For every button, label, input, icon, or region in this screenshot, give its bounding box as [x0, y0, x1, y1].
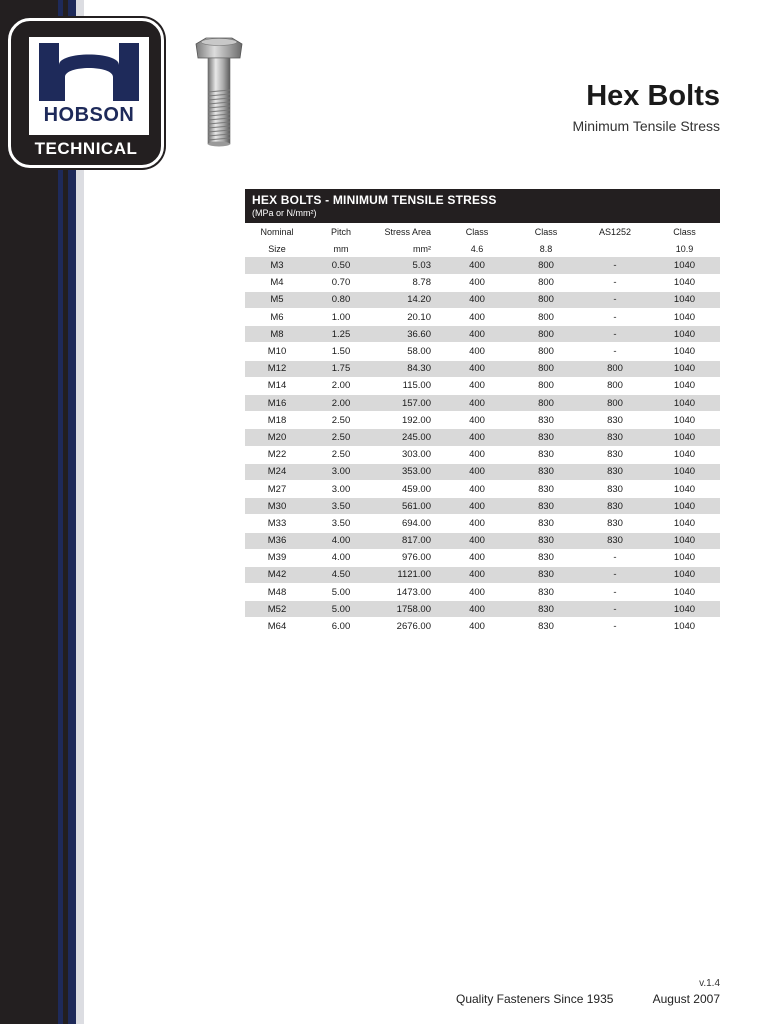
table-cell: 6.00: [309, 618, 373, 635]
table-cell: 830: [511, 446, 581, 463]
table-cell: 1040: [649, 291, 720, 308]
table-cell: 694.00: [373, 515, 443, 532]
table-row: [245, 395, 720, 412]
table-cell: 4.00: [309, 532, 373, 549]
table-body: [245, 257, 720, 635]
table-cell: 830: [581, 446, 649, 463]
column-header: mm: [333, 243, 349, 254]
table-cell: 830: [511, 549, 581, 566]
table-cell: M64: [245, 618, 309, 635]
table-cell: 8.78: [373, 274, 443, 291]
column-header: 10.9: [675, 243, 694, 254]
column-header: Size: [268, 243, 286, 254]
table-header-banner: [245, 189, 720, 223]
table-row: [245, 601, 720, 618]
table-row: [245, 360, 720, 377]
table-cell: 0.50: [309, 257, 373, 274]
table-cell: M52: [245, 601, 309, 618]
table-cell: 800: [581, 360, 649, 377]
table-row: [245, 566, 720, 583]
table-cell: M16: [245, 395, 309, 412]
column-header: mm²: [413, 243, 431, 254]
table-row: [245, 480, 720, 497]
table-cell: 830: [511, 429, 581, 446]
table-cell: 400: [443, 566, 511, 583]
table-cell: 3.00: [309, 480, 373, 497]
table-cell: 400: [443, 274, 511, 291]
table-cell: 1040: [649, 326, 720, 343]
table-cell: 0.80: [309, 291, 373, 308]
document-date: August 2007: [652, 992, 720, 1006]
table-cell: 400: [443, 429, 511, 446]
table-cell: 800: [511, 309, 581, 326]
table-cell: -: [581, 566, 649, 583]
table-cell: -: [581, 618, 649, 635]
table-cell: 400: [443, 498, 511, 515]
table-cell: 303.00: [373, 446, 443, 463]
table-row: [245, 618, 720, 635]
table-cell: 1040: [649, 480, 720, 497]
document-version: v.1.4: [699, 978, 720, 989]
table-cell: -: [581, 343, 649, 360]
table-cell: 1040: [649, 274, 720, 291]
table-cell: 830: [511, 515, 581, 532]
table-cell: 1121.00: [373, 566, 443, 583]
table-cell: M10: [245, 343, 309, 360]
table-cell: M30: [245, 498, 309, 515]
table-cell: 400: [443, 395, 511, 412]
table-cell: M12: [245, 360, 309, 377]
table-cell: 1040: [649, 257, 720, 274]
column-header: Class: [465, 226, 489, 237]
table-cell: 1040: [649, 566, 720, 583]
table-cell: 1040: [649, 412, 720, 429]
table-cell: 192.00: [373, 412, 443, 429]
table-cell: 245.00: [373, 429, 443, 446]
tensile-stress-table: [245, 189, 720, 636]
table-cell: M18: [245, 412, 309, 429]
table-cell: 1040: [649, 429, 720, 446]
table-cell: 1040: [649, 618, 720, 635]
table-cell: -: [581, 601, 649, 618]
table-cell: 400: [443, 515, 511, 532]
table-row: [245, 498, 720, 515]
table-cell: 830: [581, 532, 649, 549]
table-cell: M20: [245, 429, 309, 446]
table-cell: 20.10: [373, 309, 443, 326]
table-row: [245, 515, 720, 532]
table-units: (MPa or N/mm²): [252, 208, 317, 218]
table-cell: -: [581, 291, 649, 308]
table-cell: M6: [245, 309, 309, 326]
table-cell: 830: [511, 584, 581, 601]
table-cell: 1.75: [309, 360, 373, 377]
column-header: [581, 240, 649, 257]
table-cell: 800: [511, 343, 581, 360]
table-cell: 800: [511, 274, 581, 291]
table-row: [245, 343, 720, 360]
table-cell: M5: [245, 291, 309, 308]
table-cell: 400: [443, 309, 511, 326]
table-cell: 400: [443, 360, 511, 377]
company-tagline: Quality Fasteners Since 1935: [456, 992, 614, 1006]
table-row: [245, 291, 720, 308]
table-cell: 830: [511, 566, 581, 583]
column-header: Nominal: [260, 226, 294, 237]
table-cell: 3.00: [309, 463, 373, 480]
table-cell: 400: [443, 343, 511, 360]
table-cell: 800: [511, 395, 581, 412]
table-cell: 830: [511, 480, 581, 497]
table-cell: -: [581, 257, 649, 274]
table-cell: M14: [245, 377, 309, 394]
hobson-h-mark-icon: [39, 43, 139, 101]
table-cell: 1.50: [309, 343, 373, 360]
table-cell: 5.00: [309, 584, 373, 601]
table-row: [245, 326, 720, 343]
table-cell: 1040: [649, 532, 720, 549]
table-cell: 1040: [649, 446, 720, 463]
table-cell: 115.00: [373, 377, 443, 394]
table-cell: -: [581, 584, 649, 601]
table-cell: 817.00: [373, 532, 443, 549]
logo-hobson-text: HOBSON: [43, 104, 135, 126]
table-cell: 36.60: [373, 326, 443, 343]
table-cell: 830: [511, 498, 581, 515]
table-cell: 400: [443, 618, 511, 635]
table-cell: 2.50: [309, 412, 373, 429]
table-cell: 400: [443, 480, 511, 497]
column-header: 4.6: [470, 243, 484, 254]
table-cell: 0.70: [309, 274, 373, 291]
table-cell: 400: [443, 584, 511, 601]
table-cell: 400: [443, 601, 511, 618]
table-cell: 4.00: [309, 549, 373, 566]
table-cell: 2.00: [309, 377, 373, 394]
table-cell: 561.00: [373, 498, 443, 515]
table-row: [245, 549, 720, 566]
table-cell: 800: [581, 377, 649, 394]
table-row: [245, 463, 720, 480]
table-cell: 800: [511, 291, 581, 308]
data-table: [245, 223, 720, 636]
table-cell: 830: [581, 498, 649, 515]
table-cell: 2.50: [309, 429, 373, 446]
table-cell: 1040: [649, 601, 720, 618]
column-header-row-1: [245, 223, 720, 240]
table-cell: 400: [443, 257, 511, 274]
table-cell: M4: [245, 274, 309, 291]
table-cell: 800: [511, 326, 581, 343]
table-cell: 1.25: [309, 326, 373, 343]
table-cell: 800: [581, 395, 649, 412]
table-cell: -: [581, 326, 649, 343]
table-row: [245, 309, 720, 326]
table-cell: M48: [245, 584, 309, 601]
table-cell: 400: [443, 446, 511, 463]
table-cell: 157.00: [373, 395, 443, 412]
table-cell: 400: [443, 291, 511, 308]
table-cell: 830: [581, 412, 649, 429]
column-header: 8.8: [539, 243, 553, 254]
column-header: Class: [673, 226, 696, 237]
table-cell: 1040: [649, 463, 720, 480]
column-header: AS1252: [598, 226, 632, 237]
table-cell: 3.50: [309, 498, 373, 515]
table-cell: 830: [511, 412, 581, 429]
table-cell: 976.00: [373, 549, 443, 566]
table-row: [245, 429, 720, 446]
table-cell: 1040: [649, 343, 720, 360]
table-cell: 800: [511, 360, 581, 377]
table-cell: 1040: [649, 309, 720, 326]
table-cell: M42: [245, 566, 309, 583]
page-title: Hex Bolts: [586, 80, 720, 112]
table-cell: -: [581, 309, 649, 326]
table-cell: 1040: [649, 549, 720, 566]
hex-bolt-illustration-icon: [192, 36, 246, 148]
table-row: [245, 532, 720, 549]
table-cell: 830: [511, 618, 581, 635]
table-title: HEX BOLTS - MINIMUM TENSILE STRESS: [252, 193, 497, 207]
table-cell: 830: [581, 463, 649, 480]
table-row: [245, 412, 720, 429]
table-cell: 84.30: [373, 360, 443, 377]
table-cell: M33: [245, 515, 309, 532]
table-cell: 830: [511, 532, 581, 549]
table-cell: 400: [443, 377, 511, 394]
table-cell: 4.50: [309, 566, 373, 583]
table-cell: 830: [511, 463, 581, 480]
column-header: Pitch: [330, 226, 351, 237]
table-cell: 830: [581, 515, 649, 532]
table-cell: 5.00: [309, 601, 373, 618]
table-cell: M3: [245, 257, 309, 274]
logo-panel: [29, 37, 149, 135]
table-cell: 400: [443, 549, 511, 566]
table-cell: 58.00: [373, 343, 443, 360]
table-row: [245, 446, 720, 463]
table-cell: M8: [245, 326, 309, 343]
table-cell: 1040: [649, 377, 720, 394]
table-row: [245, 257, 720, 274]
page-subtitle: Minimum Tensile Stress: [572, 118, 720, 134]
table-cell: 459.00: [373, 480, 443, 497]
table-cell: 400: [443, 326, 511, 343]
table-row: [245, 377, 720, 394]
table-cell: 1040: [649, 360, 720, 377]
table-cell: 830: [581, 480, 649, 497]
table-cell: 400: [443, 412, 511, 429]
hobson-technical-logo: [8, 18, 164, 168]
table-cell: 2.00: [309, 395, 373, 412]
table-cell: 1.00: [309, 309, 373, 326]
table-cell: 14.20: [373, 291, 443, 308]
table-cell: 400: [443, 463, 511, 480]
table-cell: 2676.00: [373, 618, 443, 635]
column-header: Stress Area: [384, 226, 431, 237]
table-cell: 3.50: [309, 515, 373, 532]
table-cell: 1758.00: [373, 601, 443, 618]
table-cell: -: [581, 274, 649, 291]
table-cell: 800: [511, 257, 581, 274]
table-cell: 1040: [649, 515, 720, 532]
table-cell: 400: [443, 532, 511, 549]
table-cell: 353.00: [373, 463, 443, 480]
table-row: [245, 584, 720, 601]
logo-technical-text: TECHNICAL: [34, 139, 138, 158]
table-row: [245, 274, 720, 291]
table-cell: 1040: [649, 498, 720, 515]
column-header: Class: [534, 226, 558, 237]
table-cell: M36: [245, 532, 309, 549]
table-cell: -: [581, 549, 649, 566]
table-cell: 1040: [649, 395, 720, 412]
table-cell: 830: [511, 601, 581, 618]
table-cell: 5.03: [373, 257, 443, 274]
table-cell: 1040: [649, 584, 720, 601]
table-cell: 800: [511, 377, 581, 394]
column-header-row-2: [245, 240, 720, 257]
table-cell: M27: [245, 480, 309, 497]
table-cell: M24: [245, 463, 309, 480]
table-cell: 1473.00: [373, 584, 443, 601]
table-cell: M22: [245, 446, 309, 463]
table-cell: 830: [581, 429, 649, 446]
table-cell: M39: [245, 549, 309, 566]
table-cell: 2.50: [309, 446, 373, 463]
